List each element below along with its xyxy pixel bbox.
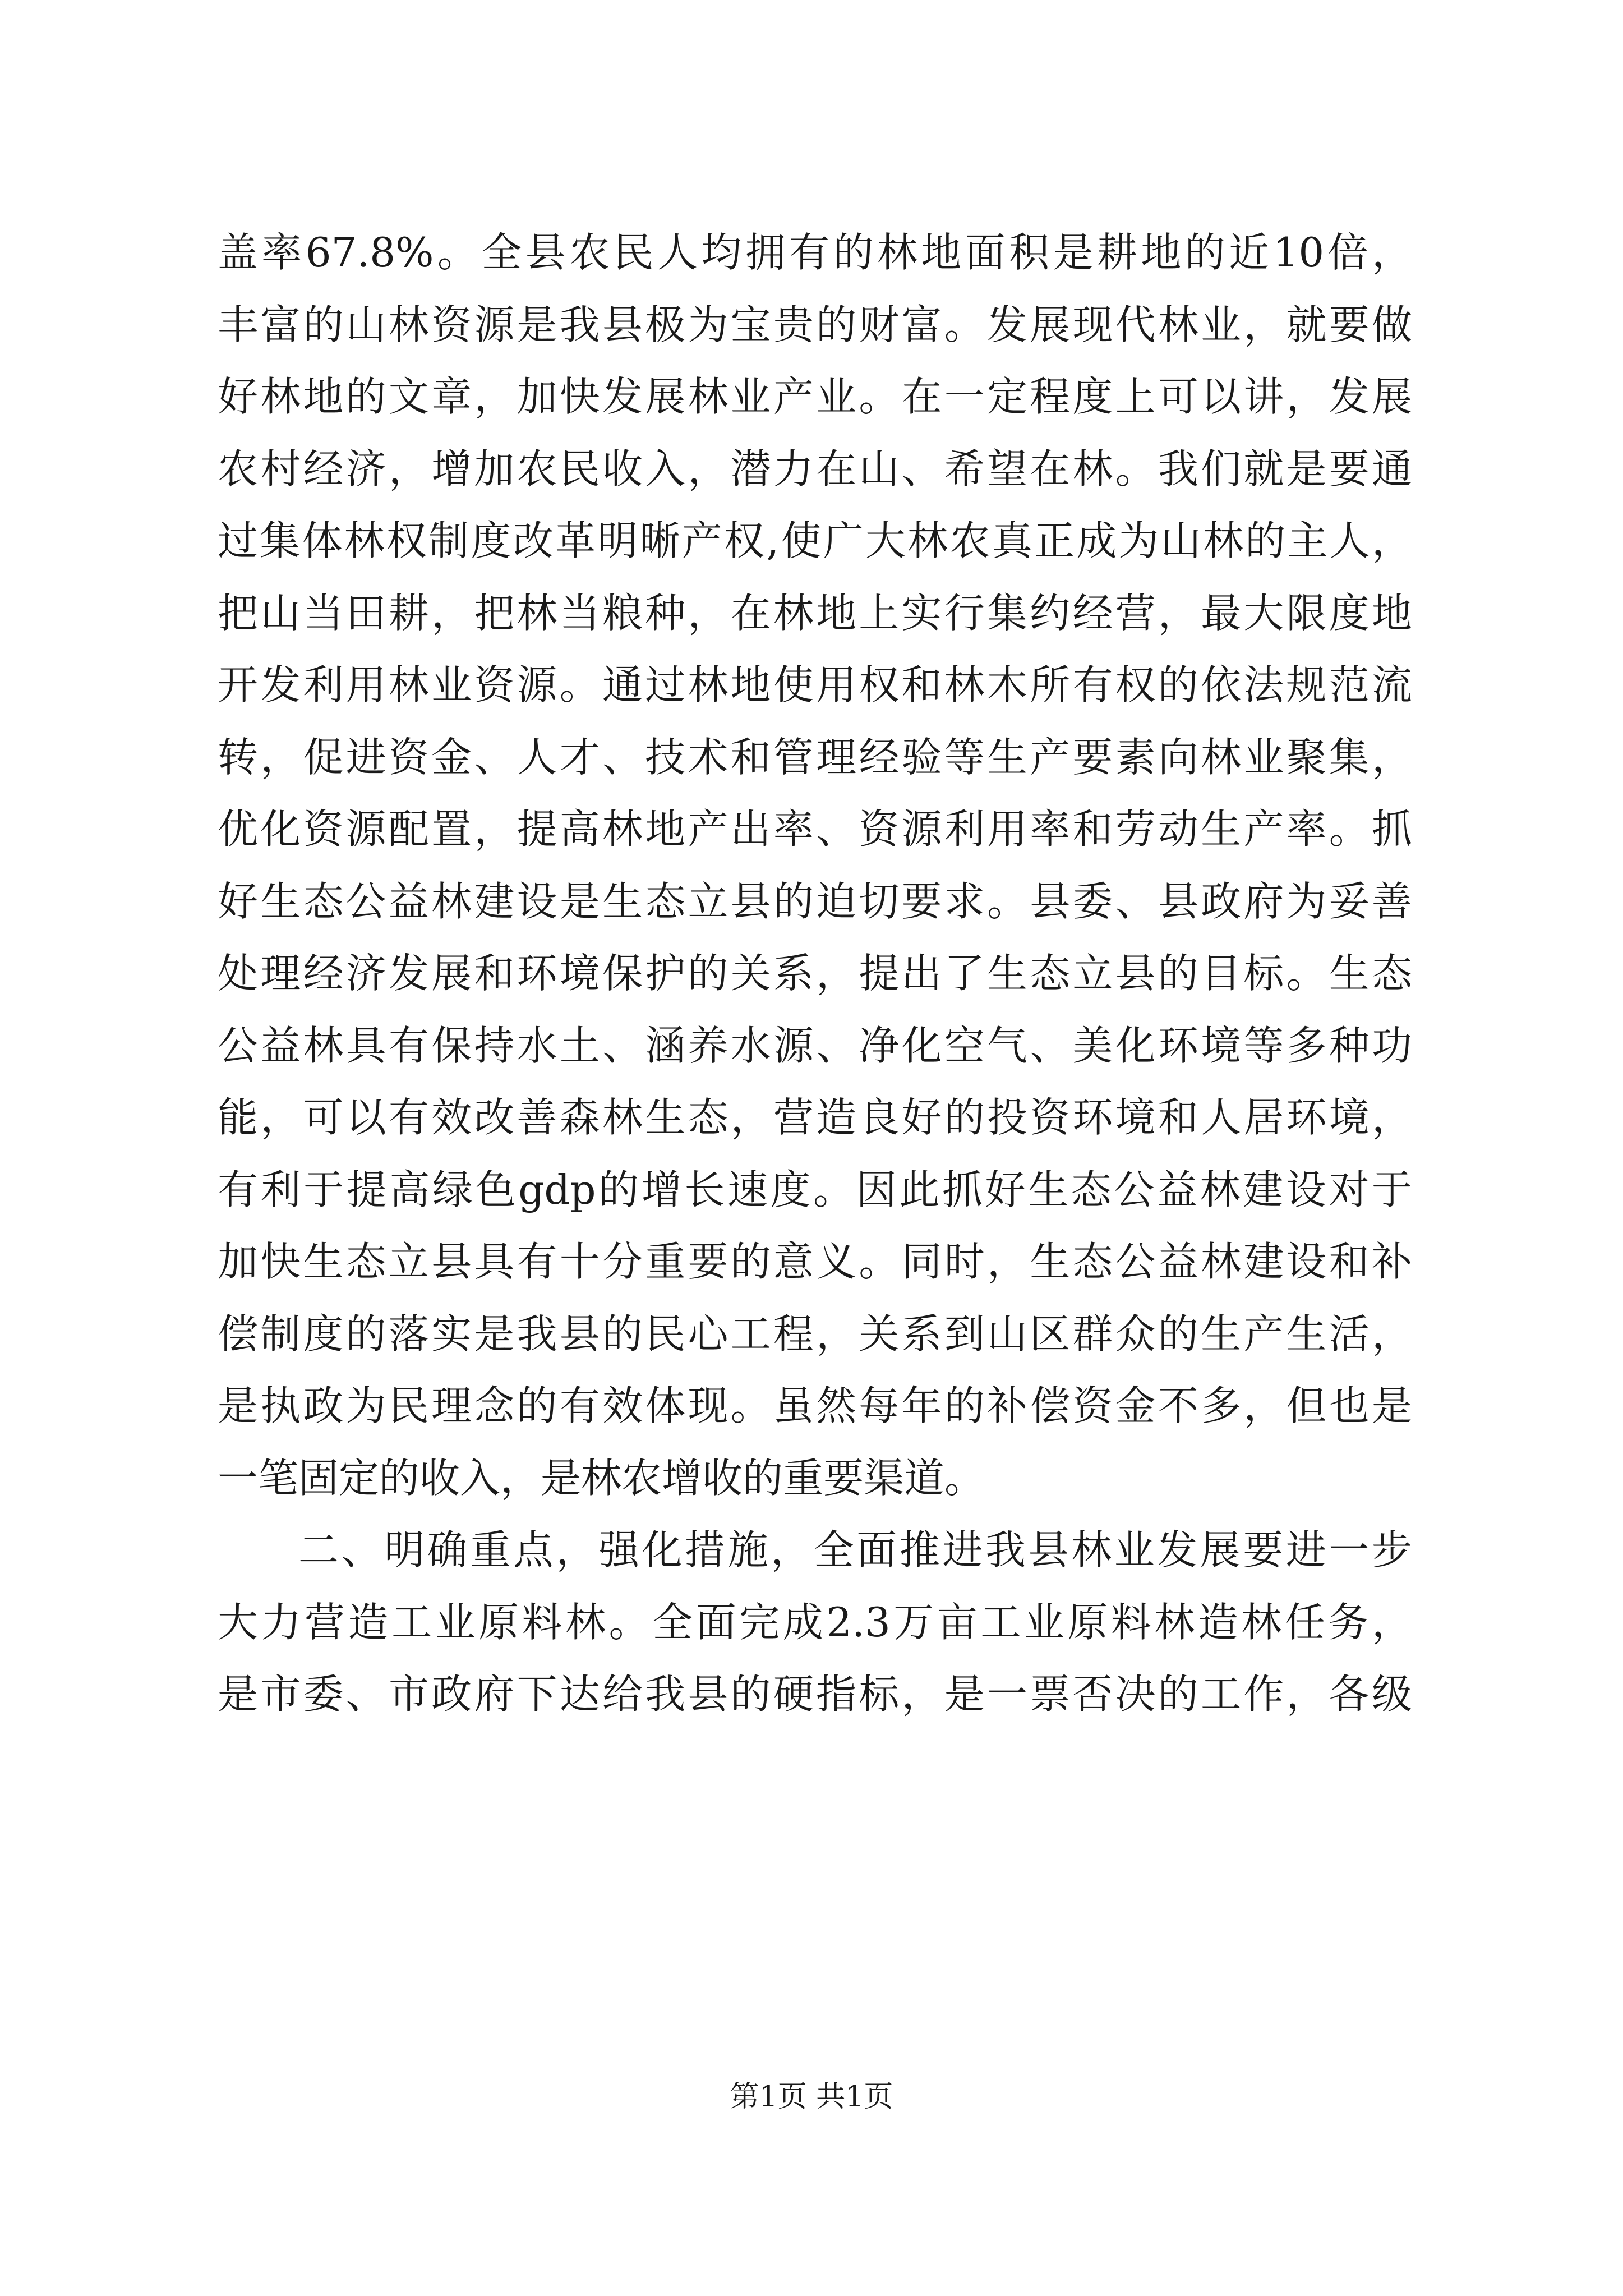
text-line: 一笔固定的收入，是林农增收的重要渠道。 <box>218 1454 985 1502</box>
text-line: 公益林具有保持水土、涵养水源、净化空气、美化环境等多种功 <box>218 1022 1412 1069</box>
text-line: 优化资源配置，提高林地产出率、资源利用率和劳动生产率。抓 <box>218 806 1412 853</box>
text-line: 丰富的山林资源是我县极为宝贵的财富。发展现代林业，就要做 <box>218 301 1412 348</box>
page-footer: 第1页 共1页 <box>730 2080 893 2114</box>
text-line: 有利于提高绿色gdp的增长速度。因此抓好生态公益林建设对于 <box>218 1166 1412 1213</box>
text-line: 偿制度的落实是我县的民心工程，关系到山区群众的生产生活， <box>218 1310 1412 1358</box>
text-line: 是市委、市政府下达给我县的硬指标，是一票否决的工作，各级 <box>218 1671 1412 1718</box>
text-line: 农村经济，增加农民收入，潜力在山、希望在林。我们就是要通 <box>218 445 1412 493</box>
text-line: 处理经济发展和环境保护的关系，提出了生态立县的目标。生态 <box>218 950 1412 997</box>
text-line: 加快生态立县具有十分重要的意义。同时，生态公益林建设和补 <box>218 1238 1412 1285</box>
text-line: 把山当田耕，把林当粮种，在林地上实行集约经营，最大限度地 <box>218 589 1412 637</box>
text-line: 能，可以有效改善森林生态，营造良好的投资环境和人居环境， <box>218 1094 1412 1141</box>
text-line: 盖率67.8%。全县农民人均拥有的林地面积是耕地的近10倍， <box>218 229 1412 276</box>
body-text <box>218 217 1412 1731</box>
text-line: 过集体林权制度改革明晰产权,使广大林农真正成为山林的主人， <box>218 517 1412 564</box>
text-line: 好生态公益林建设是生态立县的迫切要求。县委、县政府为妥善 <box>218 877 1412 925</box>
text-line: 转，促进资金、人才、技术和管理经验等生产要素向林业聚集， <box>218 733 1412 781</box>
text-line: 开发利用林业资源。通过林地使用权和林木所有权的依法规范流 <box>218 661 1412 708</box>
text-line: 大力营造工业原料林。全面完成2.3万亩工业原料林造林任务， <box>218 1598 1412 1646</box>
section-heading-line: 二、明确重点，强化措施，全面推进我县林业发展要进一步 <box>298 1526 1412 1573</box>
text-line: 是执政为民理念的有效体现。虽然每年的补偿资金不多，但也是 <box>218 1382 1412 1429</box>
text-line: 好林地的文章，加快发展林业产业。在一定程度上可以讲，发展 <box>218 373 1412 420</box>
